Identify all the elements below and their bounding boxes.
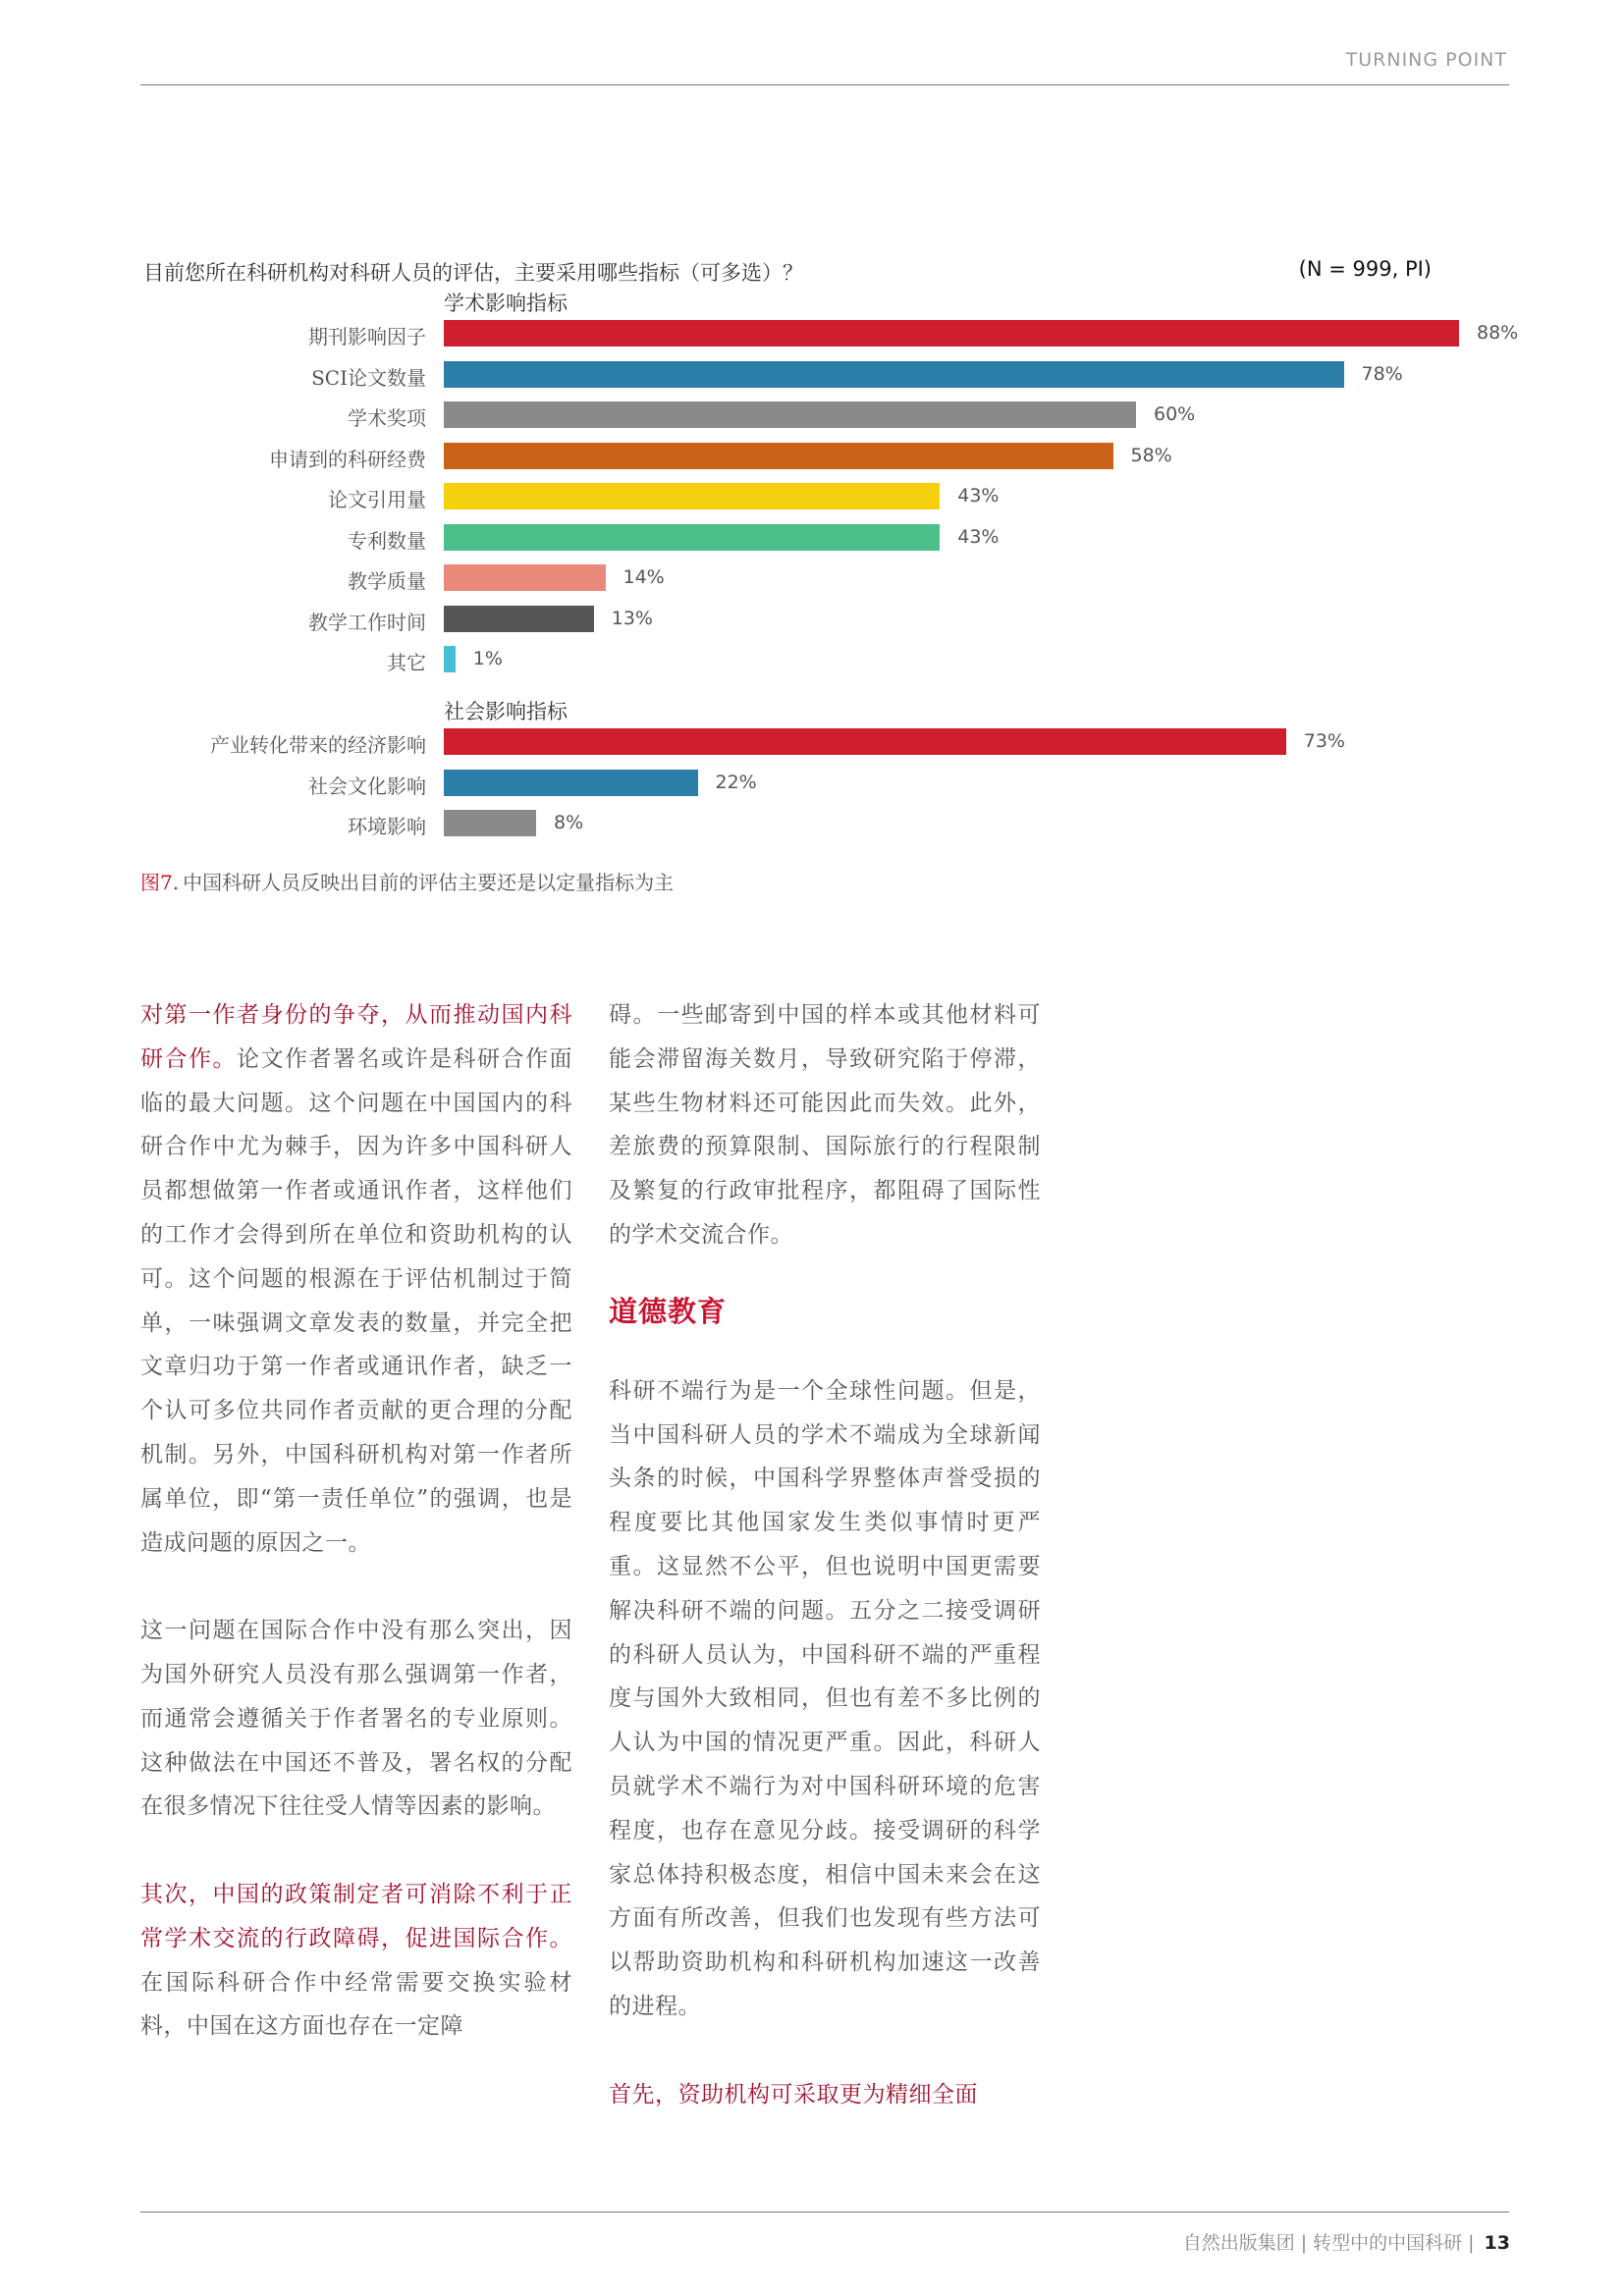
bar [444,564,606,591]
bar-category-label: 其它 [387,651,426,674]
bar-value-label: 43% [957,485,1000,507]
bar-value-label: 73% [1303,730,1345,752]
bar [444,810,536,836]
right-column [609,993,1041,2116]
left-column [140,993,572,2049]
bar-value-label: 43% [957,525,1000,548]
bar-value-label: 88% [1477,322,1519,344]
bar [444,728,1286,755]
bar [444,443,1113,469]
bar-value-label: 58% [1130,444,1172,466]
bar [444,483,940,509]
bar-category-label: 产业转化带来的经济影响 [210,733,426,757]
paragraph-lead: 首先，资助机构可采取更为精细全面 [609,2081,978,2108]
header-rule [140,84,1509,85]
figure-sample-size: (N = 999, PI) [1298,257,1432,281]
paragraph [140,1873,572,2049]
bar-category-label: 申请到的科研经费 [269,447,426,471]
bar-category-label: 论文引用量 [328,488,426,511]
paragraph: 这一问题在国际合作中没有那么突出，因为国外研究人员没有那么强调第一作者，而通常会遵循关于作者署名的专业原则。这种做法在中国还不普及，署名权的分配在很多情况下往往受人情等因素的影响。 [140,1618,572,1820]
bar-category-label: 期刊影响因子 [308,325,426,348]
bar [444,524,940,551]
paragraph-text: 论文作者署名或许是科研合作面临的最大问题。这个问题在中国国内的科研合作中尤为棘手，因为许多中国科研人员都想做第一作者或通讯作者，这样他们的工作才会得到所在单位和资助机构的认可。这个问题的根源在于评估机制过于简单，一味强调文章发表的数量，并完全把文章归功于第一作者或通讯作者，缺乏一个认可多位共同作者贡献的更合理的分配机制。另外，中国科研机构对第一作者所属单位，即“第一责任单位”的强调，也是造成问题的原因之一。 [140,1045,572,1556]
bar-value-label: 60% [1154,403,1196,425]
bar-category-label: 专利数量 [348,528,426,553]
paragraph-lead: 其次，中国的政策制定者可消除不利于正常学术交流的行政障碍，促进国际合作。 [140,1881,572,1951]
figure-caption [140,867,674,895]
bar-value-label: 78% [1361,362,1403,385]
bar [444,606,594,632]
paragraph-text: 在国际科研合作中经常需要交换实验材料，中国在这方面也存在一定障 [140,1969,572,2040]
bar [444,361,1344,388]
bar-category-label: 环境影响 [348,815,426,838]
bar-category-label: 学术奖项 [348,406,426,430]
bar [444,770,698,796]
page-number: 13 [1484,2232,1510,2254]
chart-group-title: 学术影响指标 [444,292,568,315]
bar-value-label: 22% [715,771,757,793]
bar-category-label: 教学工作时间 [308,610,426,634]
bar-value-label: 14% [623,566,665,588]
chart-group-title: 社会影响指标 [444,700,568,723]
figure-caption-text: 中国科研人员反映出目前的评估主要还是以定量指标为主 [183,871,675,894]
bar-value-label: 13% [611,607,653,629]
paragraph: 碍。一些邮寄到中国的样本或其他材料可能会滞留海关数月，导致研究陷于停滞，某些生物材料还可能因此而失效。此外，差旅费的预算限制、国际旅行的行程限制及繁复的行政审批程序，都阻碍了国际性的学术交流合作。 [609,1002,1041,1248]
bar [444,646,456,672]
figure-caption-number: 图7. [140,871,180,894]
footer-publisher: 自然出版集团 [1182,2232,1295,2254]
section-heading: 道德教育 [609,1294,728,1328]
bar-category-label: 社会文化影响 [308,774,426,798]
footer-title: 转型中的中国科研 [1313,2232,1463,2254]
footer [1183,2228,1510,2255]
bar-category-label: SCI论文数量 [311,365,426,390]
paragraph-lead: 对第一作者身份的争夺，从而推动国内科研合作。 [140,1002,572,1072]
bar-category-label: 教学质量 [348,569,426,593]
footer-separator: | [1300,2232,1308,2254]
paragraph: 科研不端行为是一个全球性问题。但是，当中国科研人员的学术不端成为全球新闻头条的时候，中国科学界整体声誉受损的程度要比其他国家发生类似事情时更严重。这显然不公平，但也说明中国更需要解决科研不端的问题。五分之二接受调研的科研人员认为，中国科研不端的严重程度与国外大致相同，但也有差不多比例的人认为中国的情况更严重。因此，科研人员就学术不端行为对中国科研环境的危害程度，也存在意见分歧。接受调研的科学家总体持积极态度，相信中国未来会在这方面有所改善，但我们也发现有些方法可以帮助资助机构和科研机构加速这一改善的进程。 [609,1377,1041,2019]
bar-value-label: 8% [554,812,584,833]
header-label: TURNING POINT [1345,49,1507,71]
footer-rule [140,2212,1509,2213]
bar-value-label: 1% [472,648,503,669]
figure-question: 目前您所在科研机构对科研人员的评估，主要采用哪些指标（可多选）？ [143,261,803,285]
paragraph [140,993,572,1565]
paragraph [609,2073,1041,2117]
bar [444,320,1459,347]
footer-separator: | [1468,2232,1475,2254]
bar [444,401,1136,428]
